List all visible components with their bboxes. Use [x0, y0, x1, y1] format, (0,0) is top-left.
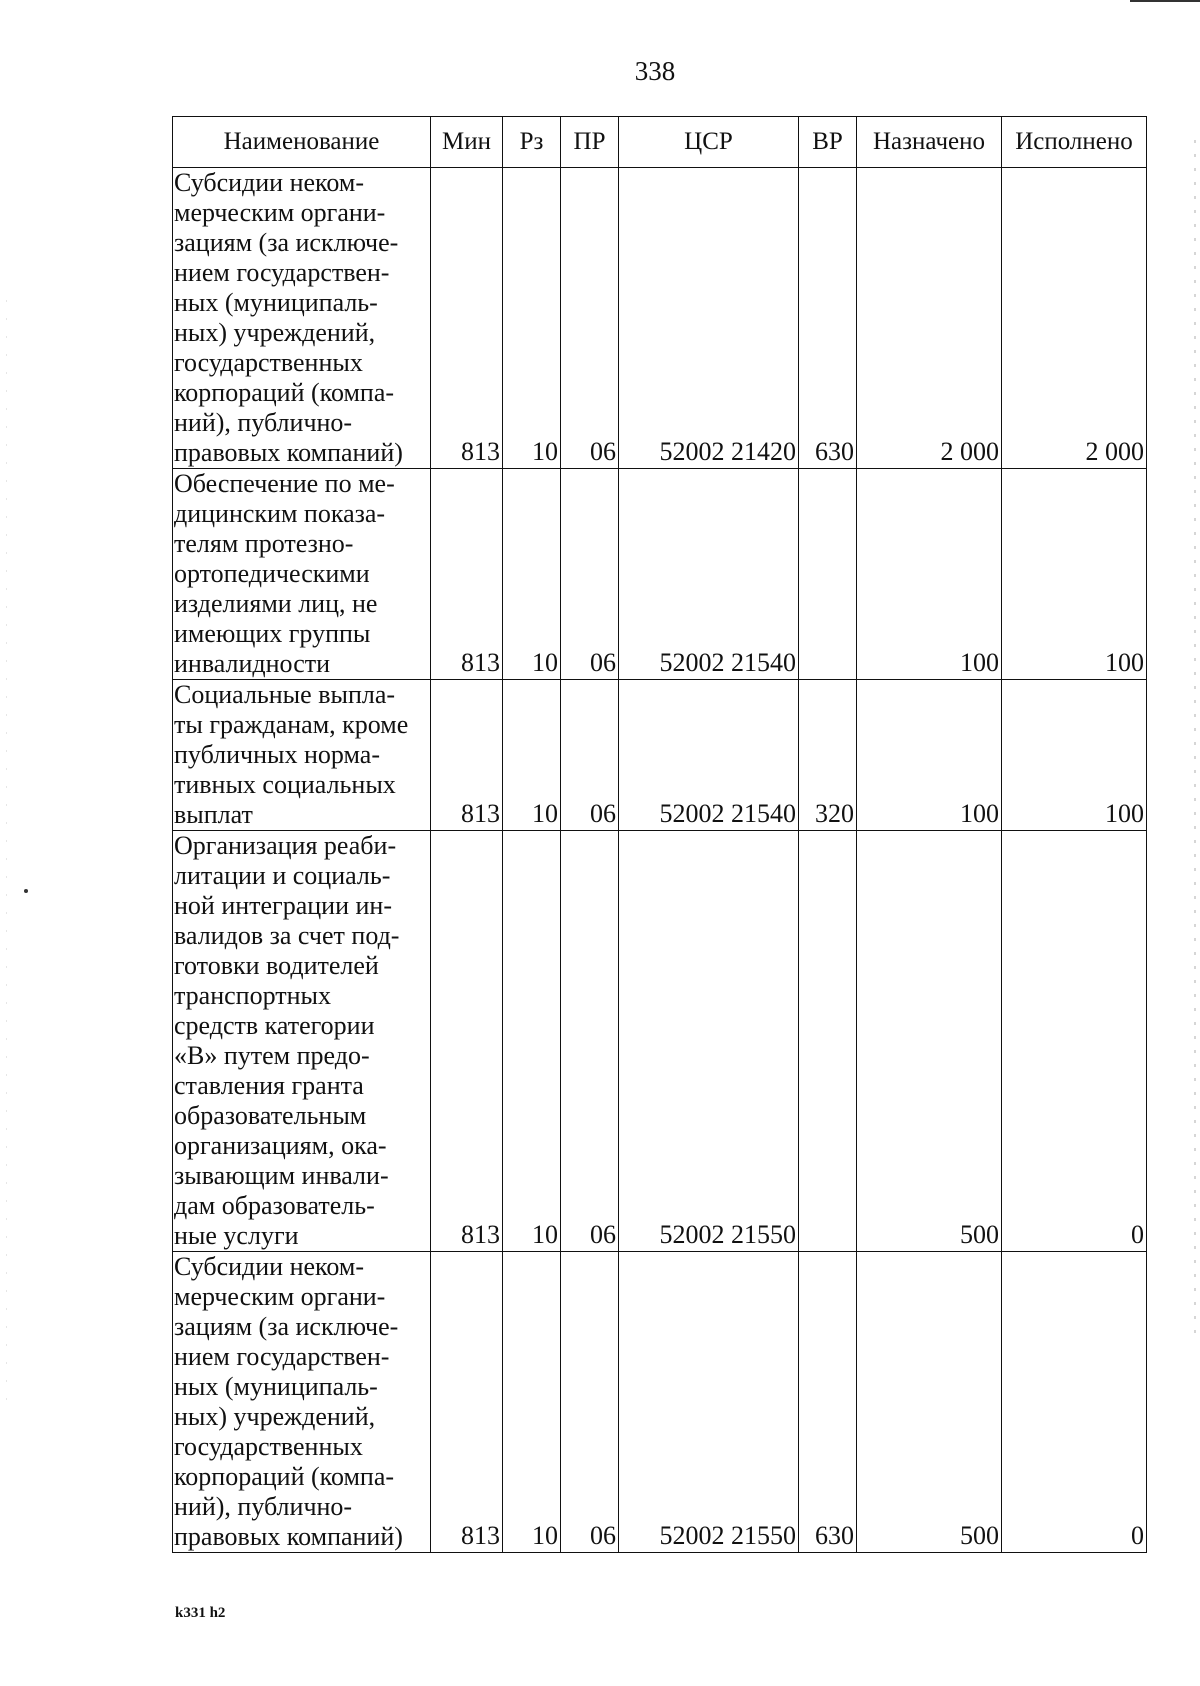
header-name: Наименование	[173, 117, 431, 168]
cell-name-line: дицинским показа-	[174, 499, 386, 528]
cell-pr: 06	[561, 1252, 619, 1553]
cell-name-line: Субсидии неком-	[174, 168, 364, 197]
cell-csr: 52002 21420	[619, 168, 799, 469]
cell-name-line: правовых компаний)	[174, 1522, 403, 1551]
cell-name-line: телям протезно-	[174, 529, 354, 558]
table-header-row	[173, 117, 1147, 168]
scan-corner-mark	[1130, 0, 1200, 2]
cell-name-line: ты гражданам, кроме	[174, 710, 409, 739]
cell-pr: 06	[561, 831, 619, 1252]
cell-name-line: правовых компаний)	[174, 438, 403, 467]
cell-name-line: нием государствен-	[174, 1342, 390, 1371]
cell-name-line: государственных	[174, 348, 363, 377]
cell-csr: 52002 21540	[619, 469, 799, 680]
table-row	[173, 469, 1147, 680]
cell-rz: 10	[503, 469, 561, 680]
cell-vr: 320	[799, 680, 857, 831]
table-row	[173, 168, 1147, 469]
cell-name-line: зывающим инвали-	[174, 1161, 389, 1190]
cell-name-line: дам образователь-	[174, 1191, 375, 1220]
cell-name-line: ной интеграции ин-	[174, 891, 392, 920]
cell-rz: 10	[503, 680, 561, 831]
cell-name-line: нием государствен-	[174, 258, 390, 287]
cell-executed: 0	[1002, 1252, 1147, 1553]
cell-name-line: ставления гранта	[174, 1071, 364, 1100]
cell-name-line: государственных	[174, 1432, 363, 1461]
cell-assigned: 100	[857, 469, 1002, 680]
cell-min: 813	[431, 168, 503, 469]
cell-name-line: корпораций (компа-	[174, 378, 395, 407]
cell-name	[173, 469, 431, 680]
cell-vr	[799, 469, 857, 680]
cell-name-line: ных) учреждений,	[174, 1402, 376, 1431]
table-body	[173, 168, 1147, 1553]
cell-min: 813	[431, 680, 503, 831]
cell-pr: 06	[561, 469, 619, 680]
table-row	[173, 1252, 1147, 1553]
cell-name	[173, 168, 431, 469]
header-executed: Исполнено	[1002, 117, 1147, 168]
cell-name-line: изделиями лиц, не	[174, 589, 378, 618]
cell-executed: 100	[1002, 680, 1147, 831]
cell-min: 813	[431, 1252, 503, 1553]
cell-name	[173, 831, 431, 1252]
cell-name-line: ных (муниципаль-	[174, 288, 378, 317]
cell-name-line: Обеспечение по ме-	[174, 469, 395, 498]
scan-edge-noise-left	[6, 300, 7, 1400]
cell-name-line: транспортных	[174, 981, 331, 1010]
header-csr: ЦСР	[619, 117, 799, 168]
header-assigned: Назначено	[857, 117, 1002, 168]
cell-vr	[799, 831, 857, 1252]
cell-name-line: Субсидии неком-	[174, 1252, 364, 1281]
cell-vr: 630	[799, 168, 857, 469]
header-pr: ПР	[561, 117, 619, 168]
cell-name-line: тивных социальных	[174, 770, 396, 799]
cell-rz: 10	[503, 168, 561, 469]
cell-name-line: выплат	[174, 800, 253, 829]
cell-pr: 06	[561, 168, 619, 469]
table-row	[173, 831, 1147, 1252]
cell-executed: 100	[1002, 469, 1147, 680]
cell-name-line: «В» путем предо-	[174, 1041, 370, 1070]
cell-name-line: зациям (за исключе-	[174, 228, 399, 257]
cell-csr: 52002 21550	[619, 831, 799, 1252]
cell-csr: 52002 21550	[619, 1252, 799, 1553]
cell-csr: 52002 21540	[619, 680, 799, 831]
cell-name-line: средств категории	[174, 1011, 375, 1040]
cell-executed: 0	[1002, 831, 1147, 1252]
cell-name-line: ные услуги	[174, 1221, 299, 1250]
header-rz: Рз	[503, 117, 561, 168]
cell-vr: 630	[799, 1252, 857, 1553]
cell-pr: 06	[561, 680, 619, 831]
cell-name-line: мерческим органи-	[174, 198, 386, 227]
cell-name-line: образовательным	[174, 1101, 367, 1130]
budget-table	[172, 116, 1147, 1553]
cell-name-line: мерческим органи-	[174, 1282, 386, 1311]
cell-name-line: ных) учреждений,	[174, 318, 376, 347]
cell-name-line: зациям (за исключе-	[174, 1312, 399, 1341]
scan-edge-noise	[1194, 140, 1196, 1340]
page-number: 338	[634, 56, 676, 86]
cell-name	[173, 1252, 431, 1553]
cell-assigned: 500	[857, 1252, 1002, 1553]
footer-code: k331 h2	[175, 1605, 226, 1621]
cell-name-line: корпораций (компа-	[174, 1462, 395, 1491]
scan-dot-mark	[24, 889, 28, 893]
cell-name-line: имеющих группы	[174, 619, 371, 648]
cell-executed: 2 000	[1002, 168, 1147, 469]
cell-assigned: 500	[857, 831, 1002, 1252]
cell-name-line: готовки водителей	[174, 951, 379, 980]
cell-assigned: 100	[857, 680, 1002, 831]
cell-name	[173, 680, 431, 831]
table-row	[173, 680, 1147, 831]
cell-name-line: ортопедическими	[174, 559, 370, 588]
cell-name-line: ний), публично-	[174, 1492, 353, 1521]
cell-name-line: инвалидности	[174, 649, 331, 678]
cell-name-line: публичных норма-	[174, 740, 380, 769]
cell-assigned: 2 000	[857, 168, 1002, 469]
cell-rz: 10	[503, 831, 561, 1252]
cell-name-line: литации и социаль-	[174, 861, 391, 890]
cell-name-line: Организация реаби-	[174, 831, 397, 860]
cell-name-line: Социальные выпла-	[174, 680, 396, 709]
cell-name-line: ний), публично-	[174, 408, 353, 437]
cell-min: 813	[431, 469, 503, 680]
cell-name-line: ных (муниципаль-	[174, 1372, 378, 1401]
header-vr: ВР	[799, 117, 857, 168]
cell-name-line: организациям, ока-	[174, 1131, 387, 1160]
header-min: Мин	[431, 117, 503, 168]
cell-min: 813	[431, 831, 503, 1252]
cell-rz: 10	[503, 1252, 561, 1553]
cell-name-line: валидов за счет под-	[174, 921, 400, 950]
